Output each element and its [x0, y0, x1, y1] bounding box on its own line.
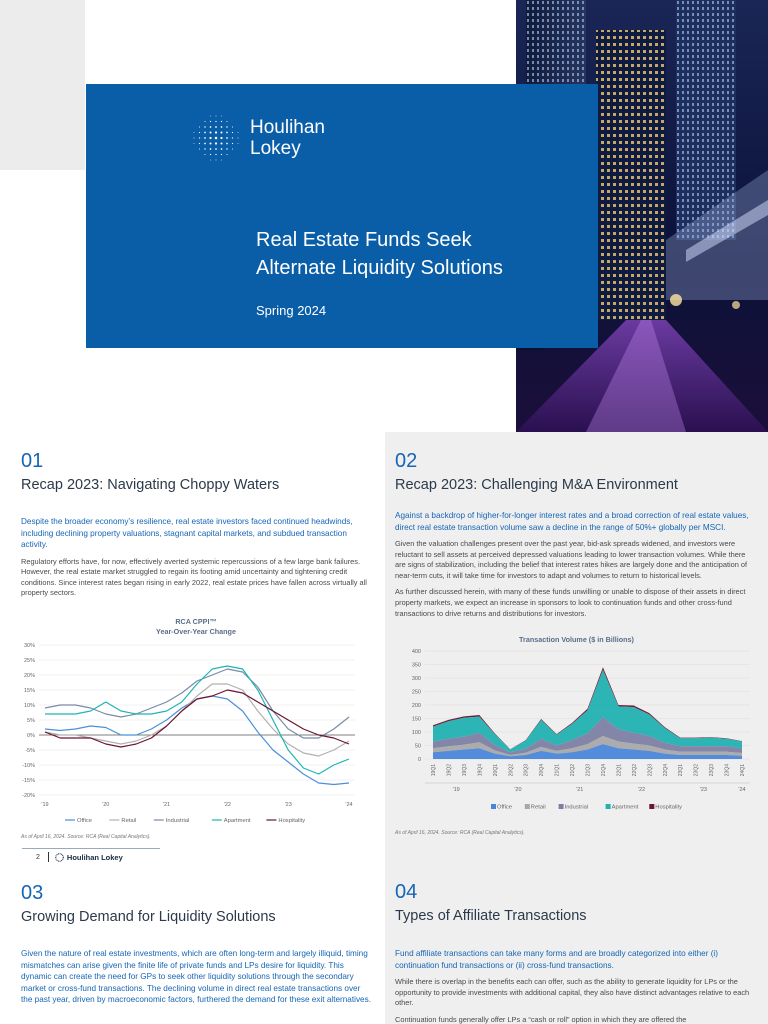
section-lead: Against a backdrop of higher-for-longer interest rates and a broad correction of real estate values, direct real estate transaction volume saw a decline in the range of 50%+ globally per MSCI. — [395, 511, 749, 532]
page-footer — [22, 848, 160, 862]
section-body-paragraph-2: Continuation funds generally offer LPs a “cash or roll” option in which they are offered the — [395, 1014, 687, 1024]
globe-dot — [194, 132, 195, 133]
x-category-label: 22Q4 — [662, 764, 669, 777]
x-category-label: 21Q1 — [554, 764, 561, 777]
legend-label: Hospitality — [278, 817, 306, 824]
globe-dot — [221, 121, 222, 122]
x-category-label: 21Q3 — [585, 764, 592, 777]
legend-label: Apartment — [611, 804, 639, 811]
globe-dot — [221, 116, 222, 117]
x-tick-label: '20 — [102, 801, 110, 808]
section-lead: Despite the broader economy’s resilience, real estate investors faced continued headwinds, including declining property valuations, stagnant capital markets, and subdued transaction activity. — [21, 517, 353, 549]
globe-dot — [204, 126, 205, 127]
globe-dot — [232, 137, 233, 138]
chart-title: RCA CPPI™ — [175, 616, 217, 626]
section-lead: Fund affiliate transactions can take many forms and are broadly categorized into either (i) continuation fund transactions or (ii) cross-fund transactions. — [395, 949, 718, 970]
globe-dot — [226, 154, 227, 155]
globe-dot — [209, 142, 211, 144]
x-category-label: 19Q3 — [461, 764, 468, 777]
globe-dot — [215, 131, 217, 133]
globe-dot — [199, 148, 200, 149]
x-category-label: 20Q4 — [539, 764, 546, 777]
y-tick-label: 150 — [411, 716, 421, 723]
section-lead: Given the nature of real estate investments, which are often long-term and largely illiquid, timing mismatches can arise given the finite life of private funds and LPs desire for liquidity. This dynamic can create the need for GPs to seek other liquidity solutions through the secondary market or cross-fund transactions. The declining volume in direct real estate transactions over the past year, driven by macroeconomic factors, furthered the demand for these exit alternatives. — [21, 949, 371, 1004]
globe-dot — [215, 121, 216, 122]
section-number: 03 — [21, 882, 44, 904]
globe-dot — [232, 132, 233, 133]
x-category-label: 21Q4 — [600, 764, 607, 777]
globe-dot — [209, 131, 211, 133]
year-label: '22 — [637, 787, 646, 794]
report-date: Spring 2024 — [256, 303, 327, 318]
legend-swatch — [606, 804, 611, 809]
globe-dot — [204, 132, 206, 134]
globe-dot — [204, 137, 206, 139]
globe-dot — [232, 143, 233, 144]
year-label: '21 — [576, 787, 584, 794]
x-tick-label: '21 — [163, 801, 171, 808]
chart-subtitle: Year-Over-Year Change — [156, 626, 236, 636]
globe-dot — [215, 142, 217, 144]
globe-dot — [221, 160, 222, 161]
globe-dot — [210, 154, 211, 155]
section-03 — [21, 882, 371, 1006]
year-label: '19 — [452, 787, 460, 794]
globe-dot — [204, 143, 206, 145]
transaction-volume-area-chart — [395, 645, 758, 823]
page-number: 2 — [36, 853, 40, 861]
globe-dot — [210, 148, 212, 150]
globe-dot — [226, 137, 228, 139]
globe-dot — [226, 121, 227, 122]
report-title — [256, 226, 586, 282]
y-tick-label: 30% — [23, 642, 35, 649]
y-tick-label: -20% — [22, 792, 35, 799]
section-number: 01 — [21, 450, 44, 472]
globe-dot — [232, 126, 233, 127]
x-tick-label: '24 — [345, 801, 353, 808]
globe-dot — [199, 132, 200, 133]
globe-dot — [238, 138, 239, 139]
year-label: '24 — [738, 787, 746, 794]
y-tick-label: 200 — [411, 703, 421, 710]
footer-brand: Houlihan Lokey — [66, 852, 123, 862]
globe-dot — [210, 160, 211, 161]
x-category-label: 23Q2 — [693, 764, 700, 777]
y-tick-label: 0 — [417, 757, 421, 764]
globe-dot — [220, 137, 222, 139]
x-category-label: 21Q2 — [570, 764, 577, 777]
legend-label: Industrial — [564, 804, 589, 811]
globe-dot — [194, 143, 195, 144]
section-body-paragraph-1: While there is overlap in the benefits each can offer, such as the ability to generate liquidity for LPs or the opportunity to provide investments with additional capital, they also have distinct advantages relative to each other. — [395, 977, 750, 1008]
chart-footnote: As of April 16, 2024. Source: RCA (Real Capital Analytics). — [395, 830, 525, 837]
globe-dot — [226, 148, 227, 149]
y-tick-label: 300 — [411, 676, 421, 683]
globe-dot — [199, 137, 200, 138]
cppi-line-chart — [21, 637, 361, 827]
logo-line-2: Lokey — [250, 138, 301, 159]
x-category-label: 24Q1 — [740, 764, 746, 777]
y-tick-label: 25% — [23, 657, 35, 664]
y-tick-label: 10% — [23, 702, 35, 709]
section-04 — [385, 880, 768, 1024]
report-title-line-1: Real Estate Funds Seek — [256, 229, 472, 251]
x-tick-label: '22 — [223, 801, 231, 808]
y-tick-label: 350 — [411, 662, 421, 669]
globe-dot — [204, 121, 205, 122]
section-title: Growing Demand for Liquidity Solutions — [21, 909, 276, 925]
x-category-label: 20Q1 — [492, 764, 499, 777]
globe-dot — [215, 137, 218, 140]
section-title: Recap 2023: Navigating Choppy Waters — [21, 477, 280, 493]
globe-dot — [210, 126, 212, 128]
legend-label: Hospitality — [655, 804, 683, 811]
y-tick-label: 20% — [23, 672, 35, 679]
globe-small-icon — [55, 853, 64, 862]
x-category-label: 23Q4 — [724, 764, 731, 777]
y-tick-label: -15% — [22, 777, 35, 784]
y-tick-label: 250 — [411, 689, 421, 696]
report-title-line-2: Alternate Liquidity Solutions — [256, 257, 503, 279]
legend-label: Retail — [530, 804, 546, 811]
x-category-label: 22Q2 — [631, 764, 638, 777]
legend-label: Industrial — [165, 817, 190, 824]
legend-swatch — [649, 804, 654, 809]
section-02 — [385, 432, 768, 880]
legend-label: Apartment — [223, 817, 251, 824]
section-body-paragraph-2: As further discussed herein, with many of these funds unwilling or unable to dispose of their assets in direct property markets, we expect an increase in sponsors to look to continuation funds and other cross-fund transactions to drive returns and distributions for investors. — [395, 587, 746, 618]
x-category-label: 20Q2 — [508, 764, 515, 777]
globe-dot — [226, 126, 227, 127]
cover-title-box — [86, 84, 598, 348]
globe-dot — [238, 143, 239, 144]
x-category-label: 19Q4 — [477, 764, 484, 777]
globe-dot — [238, 132, 239, 133]
houlihan-lokey-logo — [190, 112, 325, 164]
globe-dot — [209, 137, 211, 139]
y-tick-label: 100 — [411, 730, 421, 737]
section-number: 02 — [395, 450, 418, 472]
legend-label: Office — [77, 817, 93, 824]
x-category-label: 20Q3 — [523, 764, 530, 777]
section-body-paragraph-1: Given the valuation challenges present over the past year, bid-ask spreads widened, and investors were reluctant to sell assets at perceived depressed valuations leading to lower transaction volumes. While there are signs of stabilization, including the belief that interest rates hikes are largely done and the anticipation of near-term cuts, it will take time for investors to adapt and volumes to return to historical levels. — [395, 539, 748, 580]
series-line-industrial — [45, 669, 349, 738]
x-tick-label: '19 — [41, 801, 49, 808]
globe-dot — [204, 148, 205, 149]
y-tick-label: 400 — [411, 649, 421, 656]
globe-dot — [204, 154, 205, 155]
globe-dot — [232, 148, 233, 149]
year-label: '20 — [514, 787, 522, 794]
y-tick-label: -5% — [25, 747, 35, 754]
globe-dot — [210, 116, 211, 117]
legend-swatch — [559, 804, 564, 809]
legend-swatch — [525, 804, 530, 809]
globe-dot — [216, 116, 217, 117]
section-title: Recap 2023: Challenging M&A Environment — [395, 477, 678, 493]
globe-dot — [226, 143, 228, 145]
section-body-paragraph: Regulatory efforts have, for now, effectively averted systemic repercussions of a few large bank failures. However, the real estate market struggled to regain its footing amid uncertainty and tightening credit conditions. Since interest rates began rising in early 2022, real estate prices have fallen across virtually all property sectors. — [21, 556, 367, 598]
y-tick-label: 5% — [27, 717, 35, 724]
chart-footnote: As of April 16, 2024. Source: RCA (Real Capital Analytics). — [21, 833, 151, 840]
legend-label: Office — [497, 804, 513, 811]
globe-dot — [210, 121, 211, 122]
globe-dot — [199, 143, 200, 144]
globe-dot — [220, 142, 222, 144]
footer-divider — [48, 852, 49, 862]
globe-dot — [215, 154, 216, 155]
globe-dot — [199, 126, 200, 127]
x-category-label: 23Q3 — [709, 764, 716, 777]
globe-dot — [215, 126, 217, 128]
y-tick-label: 0% — [27, 732, 35, 739]
section-number: 04 — [395, 881, 418, 903]
globe-dots-icon — [190, 112, 242, 164]
cover-grey-panel — [0, 0, 85, 170]
y-tick-label: 15% — [23, 687, 35, 694]
x-category-label: 22Q1 — [616, 764, 623, 777]
x-category-label: 22Q3 — [647, 764, 654, 777]
y-tick-label: 50 — [414, 743, 421, 750]
section-title: Types of Affiliate Transactions — [395, 908, 587, 924]
globe-dot — [194, 138, 195, 139]
globe-dot — [221, 126, 223, 128]
cover-white-band — [85, 0, 515, 85]
globe-dot — [220, 131, 222, 133]
year-label: '23 — [699, 787, 707, 794]
legend-label: Retail — [121, 817, 137, 824]
logo-wordmark — [250, 117, 325, 159]
x-category-label: 23Q1 — [678, 764, 685, 777]
x-tick-label: '23 — [284, 801, 292, 808]
section-01 — [21, 450, 371, 840]
globe-dot — [216, 160, 217, 161]
series-line-office — [45, 696, 349, 785]
globe-dot — [226, 132, 228, 134]
legend-swatch — [491, 804, 496, 809]
y-tick-label: -10% — [22, 762, 35, 769]
globe-dot — [215, 148, 217, 150]
x-category-label: 19Q1 — [431, 764, 437, 777]
x-category-label: 19Q2 — [446, 764, 453, 777]
globe-dot — [221, 148, 223, 150]
globe-dot — [221, 154, 222, 155]
chart-title: Transaction Volume ($ in Billions) — [519, 635, 634, 645]
logo-line-1: Houlihan — [250, 117, 325, 138]
